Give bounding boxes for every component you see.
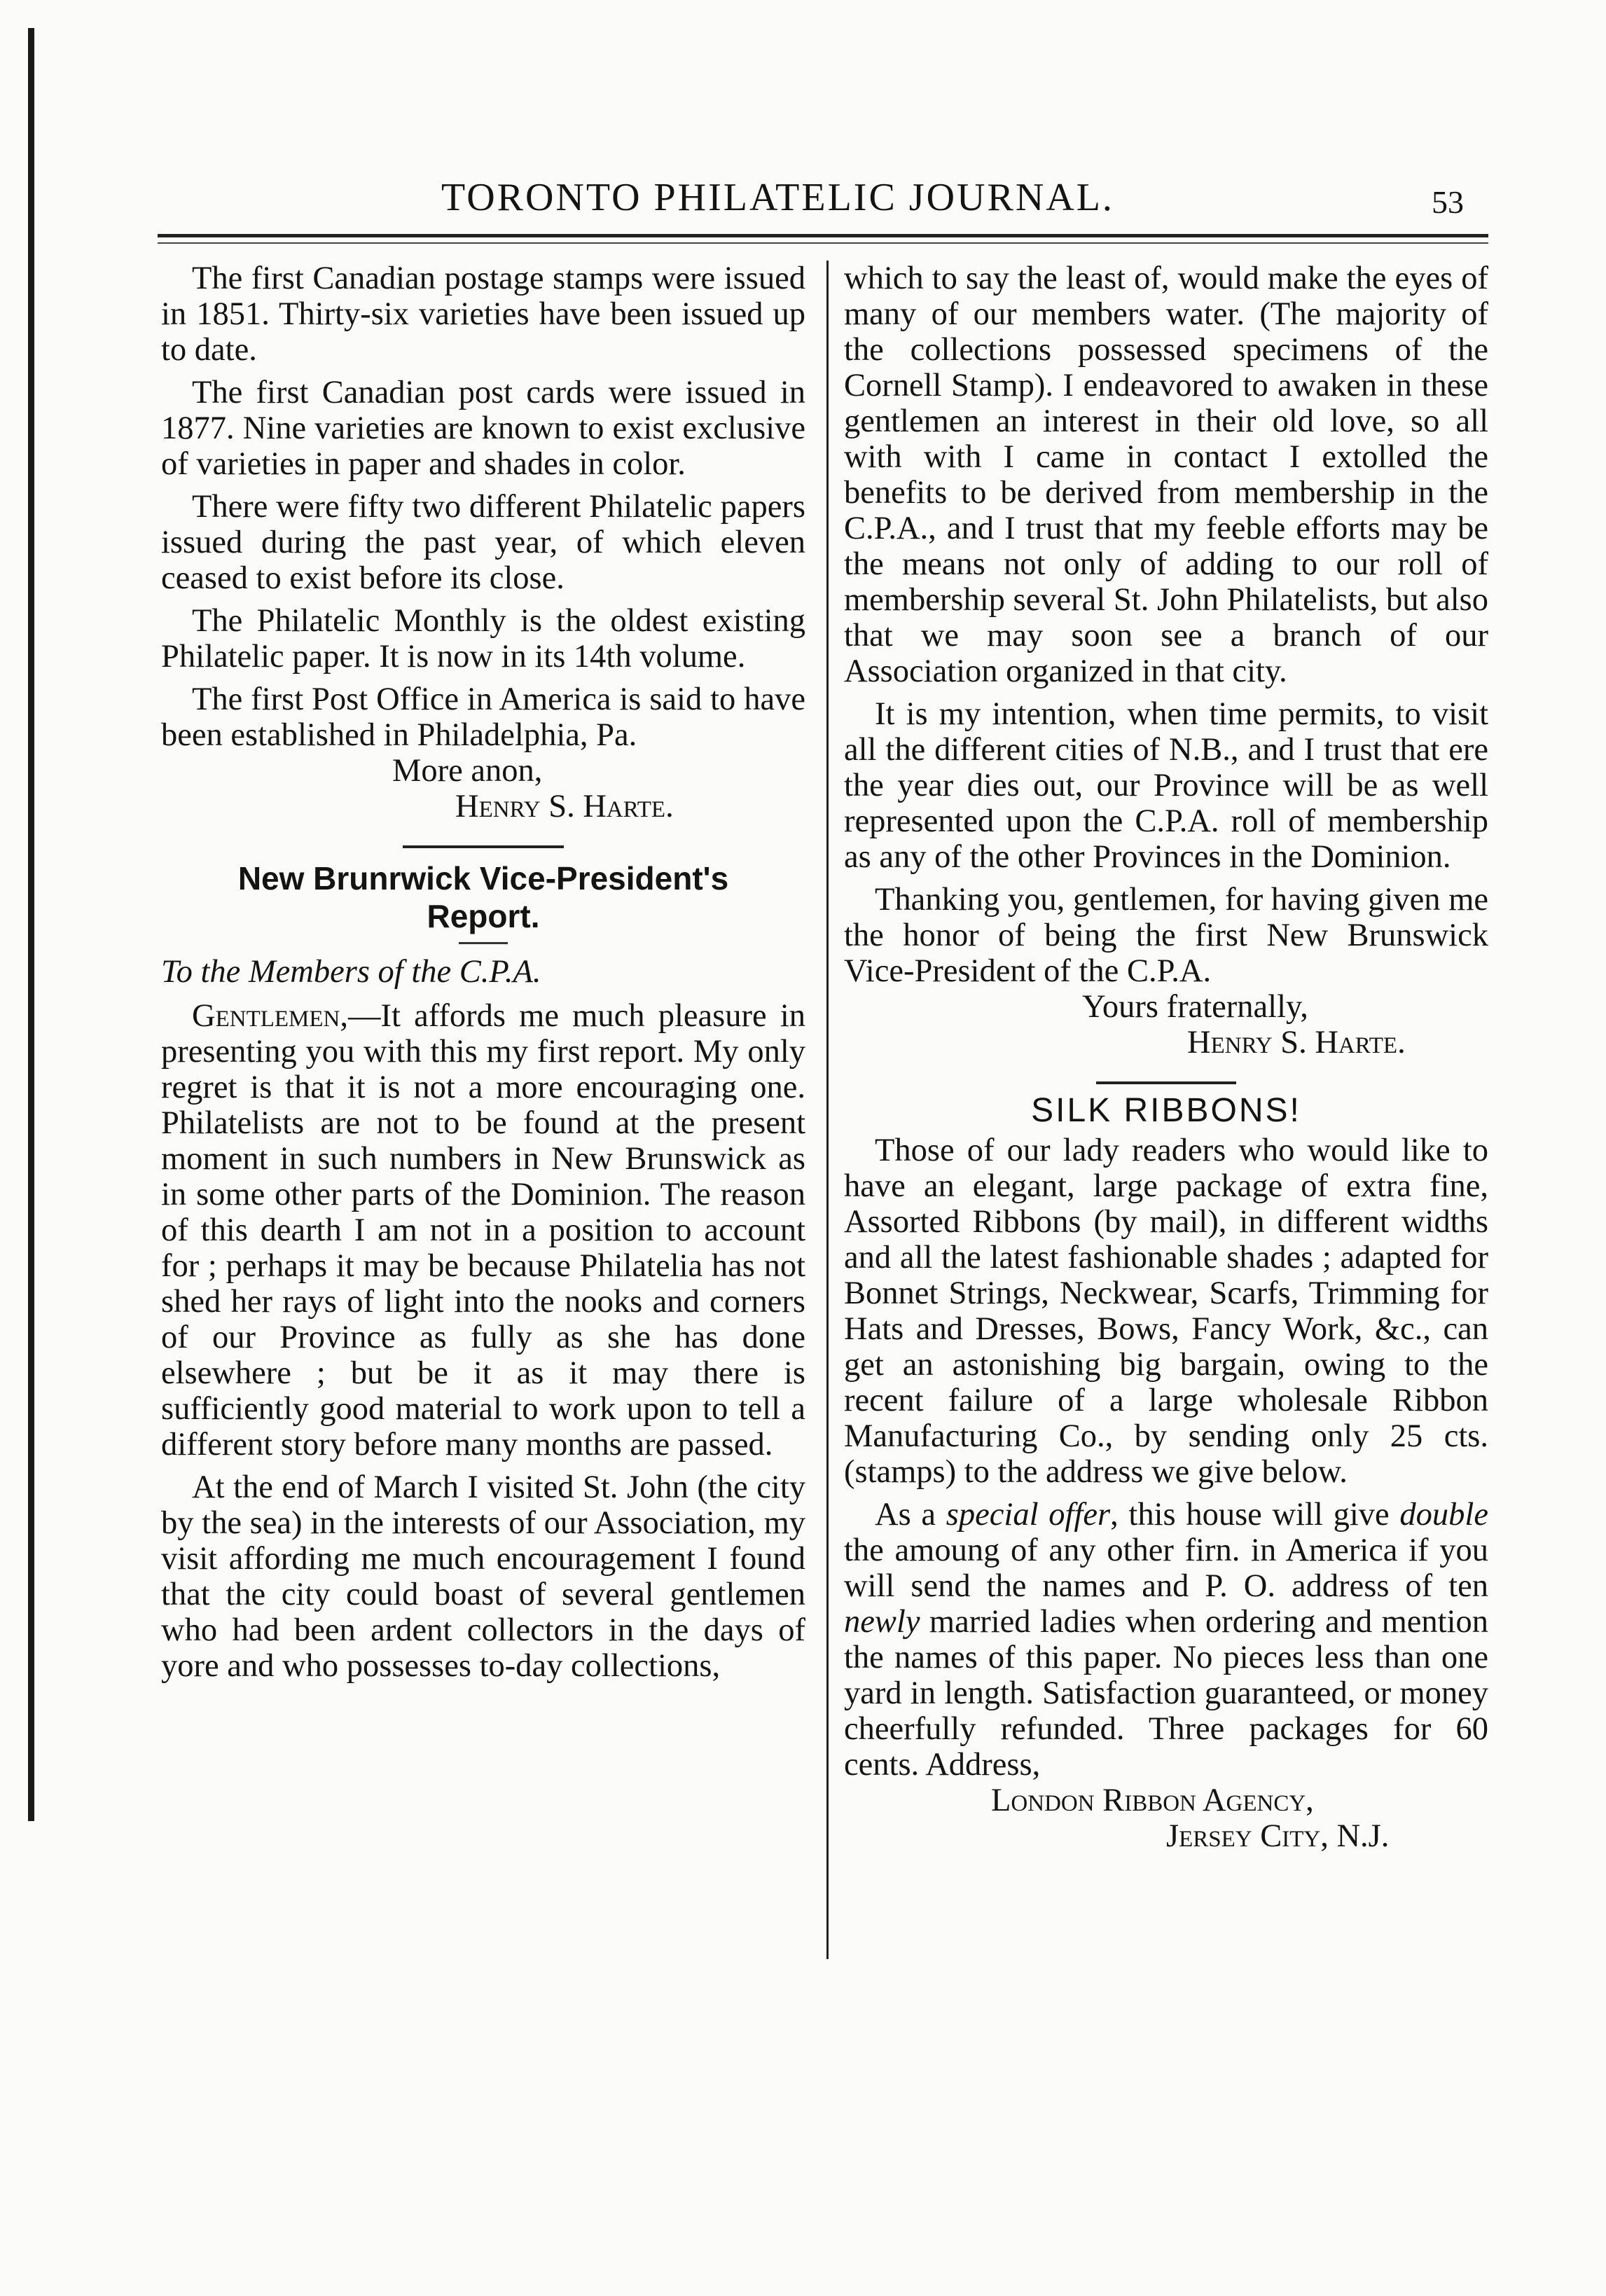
section-heading-line2: Report. (427, 898, 540, 934)
closing: Yours fraternally, (1082, 989, 1308, 1025)
report-paragraph-1-text: —It affords me much pleasure in presenting you with this my first report. My only regret is that it is not a more encouraging one. Philatelists are not to be found at the present moment in such numbers in New Brunswick as in some other parts of the Dominion. The reason of this dearth I am not in a position to account for ; perhaps it may be because Philatelia has not shed her rays of light into the nooks and corners of our Province as fully as she has done elsewhere ; but be it as it may there is sufficiently good material to work upon to tell a different story before many months are passed. (161, 998, 805, 1462)
paragraph-philatelic-monthly: The Philatelic Monthly is the oldest existing Philatelic paper. It is now in its 14th volume. (161, 603, 805, 675)
section-rule (403, 845, 564, 848)
header-rule-thin (158, 242, 1488, 244)
ad-paragraph-1: Those of our lady readers who would like to have an elegant, large package of extra fine, Assorted Ribbons (by mail), in different widths and all the latest fashionable shades ; adapted for Bonnet Strings, Neckwear, Scarfs, Trimming for Hats and Dresses, Bows, Fancy Work, &c., can get an astonishing big bargain, owing to the recent failure of a large wholesale Ribbon Manufacturing Co., by sending only 25 cts. (stamps) to the address we give below. (844, 1133, 1488, 1490)
report-continued: which to say the least of, would make the eyes of many of our members water. (The majority of the collections possessed specimens of the Cornell Stamp). I endeavored to awaken in these gentlemen an interest in their old love, so all with with I came in contact I extolled the benefits to be derived from membership in the C.P.A., and I trust that my feeble efforts may be the means not only of adding to our roll of membership several St. John Philatelists, but also that we may soon see a branch of our Association organized in that city. (844, 261, 1488, 689)
paragraph-post-cards: The first Canadian post cards were issued in 1877. Nine varieties are known to exist exclusive of varieties in paper and shades in color. (161, 375, 805, 482)
paragraph-postage-stamps: The first Canadian postage stamps were issued in 1851. Thirty-six varieties have been issued up to date. (161, 261, 805, 368)
paragraph-first-post-office: The first Post Office in America is said to have been established in Philadelphia, Pa. (161, 682, 805, 753)
report-paragraph-2: At the end of March I visited St. John (the city by the sea) in the interests of our Association, my visit affording me much encouragement I found that the city could boast of several gentlemen who had been ardent collectors in the days of yore and who possesses to-day collections, (161, 1469, 805, 1684)
signature: Henry S. Harte. (455, 789, 674, 824)
ad-p2-part-a: As a (875, 1497, 946, 1533)
ad-p2-double: double (1399, 1497, 1488, 1533)
report-opening: Gentlemen, (192, 998, 348, 1034)
ad-heading: SILK RIBBONS! (1031, 1092, 1301, 1129)
column-divider (826, 261, 829, 1959)
address-line-1: London Ribbon Agency, (991, 1783, 1314, 1818)
address-line-2: Jersey City, N.J. (1166, 1818, 1390, 1854)
ad-paragraph-2 (844, 1497, 1488, 1783)
header-rule-thick (158, 234, 1488, 237)
closing-signature: Henry S. Harte. (1187, 1025, 1406, 1060)
ad-rule (1096, 1081, 1236, 1084)
ad-p2-part-d: married ladies when ordering and mention the names of this paper. No pieces less than one yard in length. Satisfaction guaranteed, or money cheerfully refunded. Three packages for 60 cents. Address, (844, 1604, 1488, 1783)
journal-title: TORONTO PHILATELIC JOURNAL. (441, 176, 1114, 219)
ad-p2-special-offer: special offer (946, 1497, 1111, 1533)
section-heading (161, 859, 805, 935)
ad-p2-newly: newly (844, 1604, 920, 1640)
ad-p2-part-b: , this house will give (1110, 1497, 1400, 1533)
ad-p2-part-c: the amoung of any other firn. in America if you will send the names and P. O. address of ten (844, 1533, 1488, 1604)
right-column (844, 261, 1488, 1854)
section-heading-line1: New Brunrwick Vice-President's (237, 860, 729, 897)
report-paragraph-1 (161, 998, 805, 1462)
salutation: To the Members of the C.P.A. (161, 954, 541, 990)
section-subrule (459, 942, 508, 944)
page-number: 53 (1432, 184, 1464, 220)
scan-edge-bar (28, 28, 34, 1821)
paragraph-philatelic-papers: There were fifty two different Philatelic papers issued during the past year, of which eleven ceased to exist before its close. (161, 489, 805, 596)
report-paragraph-3: It is my intention, when time permits, to visit all the different cities of N.B., and I trust that ere the year dies out, our Province will be as well represented upon the C.P.A. roll of membership as any of the other Provinces in the Dominion. (844, 696, 1488, 875)
signoff: More anon, (392, 753, 543, 789)
report-paragraph-4: Thanking you, gentlemen, for having given me the honor of being the first New Brunswick Vice-President of the C.P.A. (844, 882, 1488, 989)
left-column (161, 261, 805, 1684)
page-header (168, 175, 1464, 224)
